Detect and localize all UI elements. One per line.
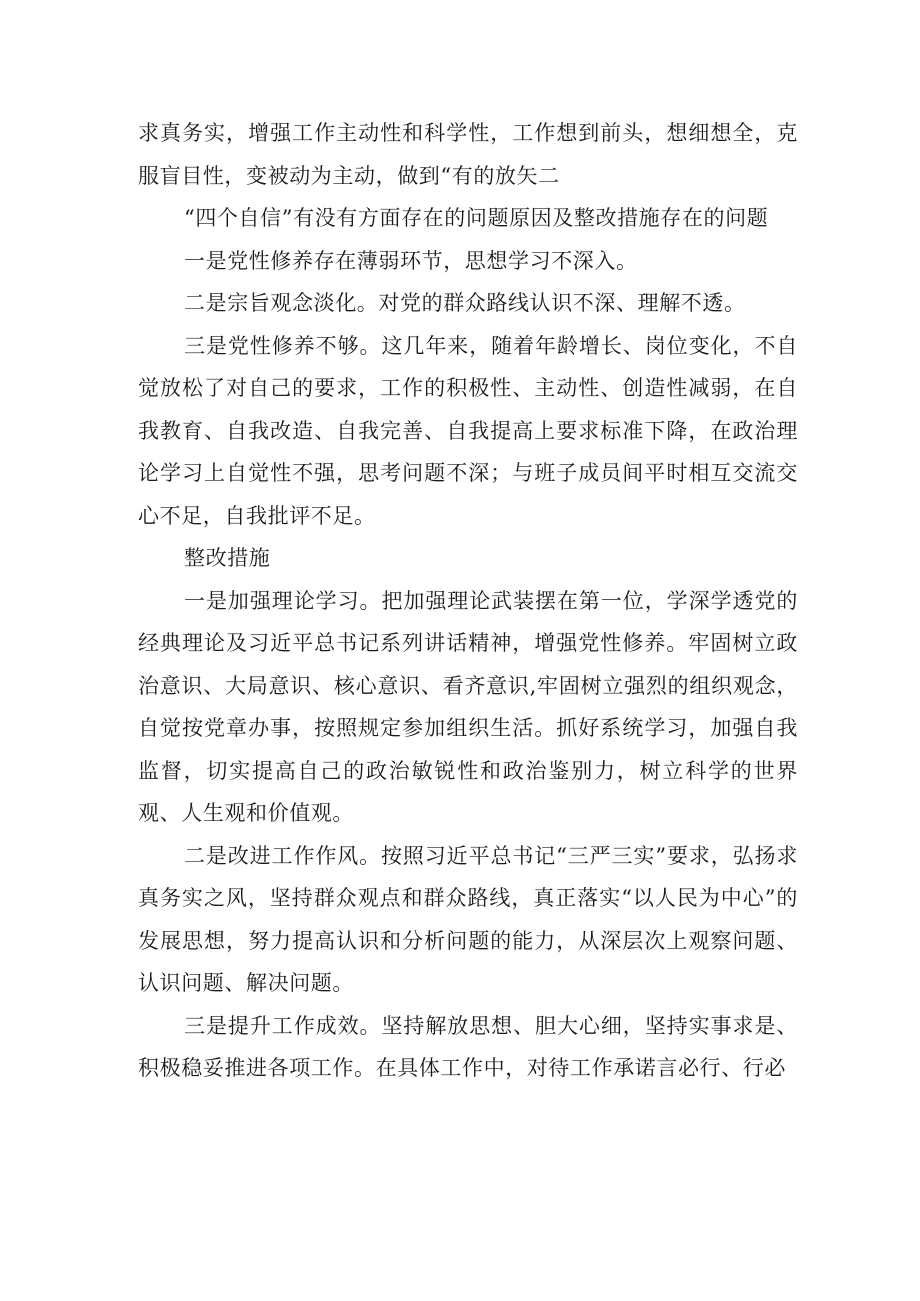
paragraph-problem-3: 三是党性修养不够。这几年来，随着年龄增长、岗位变化，不自觉放松了对自己的要求，工作的积极性、主动性、创造性减弱，在自我教育、自我改造、自我完善、自我提高上要求标准下降，在政治理论学习上自觉性不强，思考问题不深；与班子成员间平时相互交流交心不足，自我批评不足。: [138, 333, 798, 528]
paragraph-problem-1: 一是党性修养存在薄弱环节，思想学习不深入。: [184, 248, 638, 273]
paragraph-measure-1: 一是加强理论学习。把加强理论武装摆在第一位，学深学透党的经典理论及习近平总书记系列讲话精神，增强党性修养。牢固树立政治意识、大局意识、核心意识、看齐意识,牢固树立强烈的组织观念，自觉按党章办事，按照规定参加组织生活。抓好系统学习，加强自我监督，切实提高自己的政治敏锐性和政治鉴别力，树立科学的世界观、人生观和价值观。: [138, 588, 798, 825]
document-page: [138, 112, 798, 1090]
section-heading-measures: 整改措施: [184, 546, 271, 570]
paragraph-measure-2: 二是改进工作作风。按照习近平总书记“三严三实”要求，弘扬求真务实之风，坚持群众观点和群众路线，真正落实“以人民为中心”的发展思想，努力提高认识和分析问题的能力，从深层次上观察问题、认识问题、解决问题。: [138, 843, 798, 995]
section-heading-problems: “四个自信”有没有方面存在的问题原因及整改措施存在的问题: [184, 206, 769, 230]
paragraph-continuation: 求真务实，增强工作主动性和科学性，工作想到前头，想细想全，克服盲目性，变被动为主动，做到“有的放矢二: [138, 121, 798, 188]
paragraph-problem-2: 二是宗旨观念淡化。对党的群众路线认识不深、理解不透。: [184, 291, 746, 315]
paragraph-measure-3: 三是提升工作成效。坚持解放思想、胆大心细，坚持实事求是、积极稳妥推进各项工作。在具体工作中，对待工作承诺言必行、行必: [138, 1013, 798, 1080]
